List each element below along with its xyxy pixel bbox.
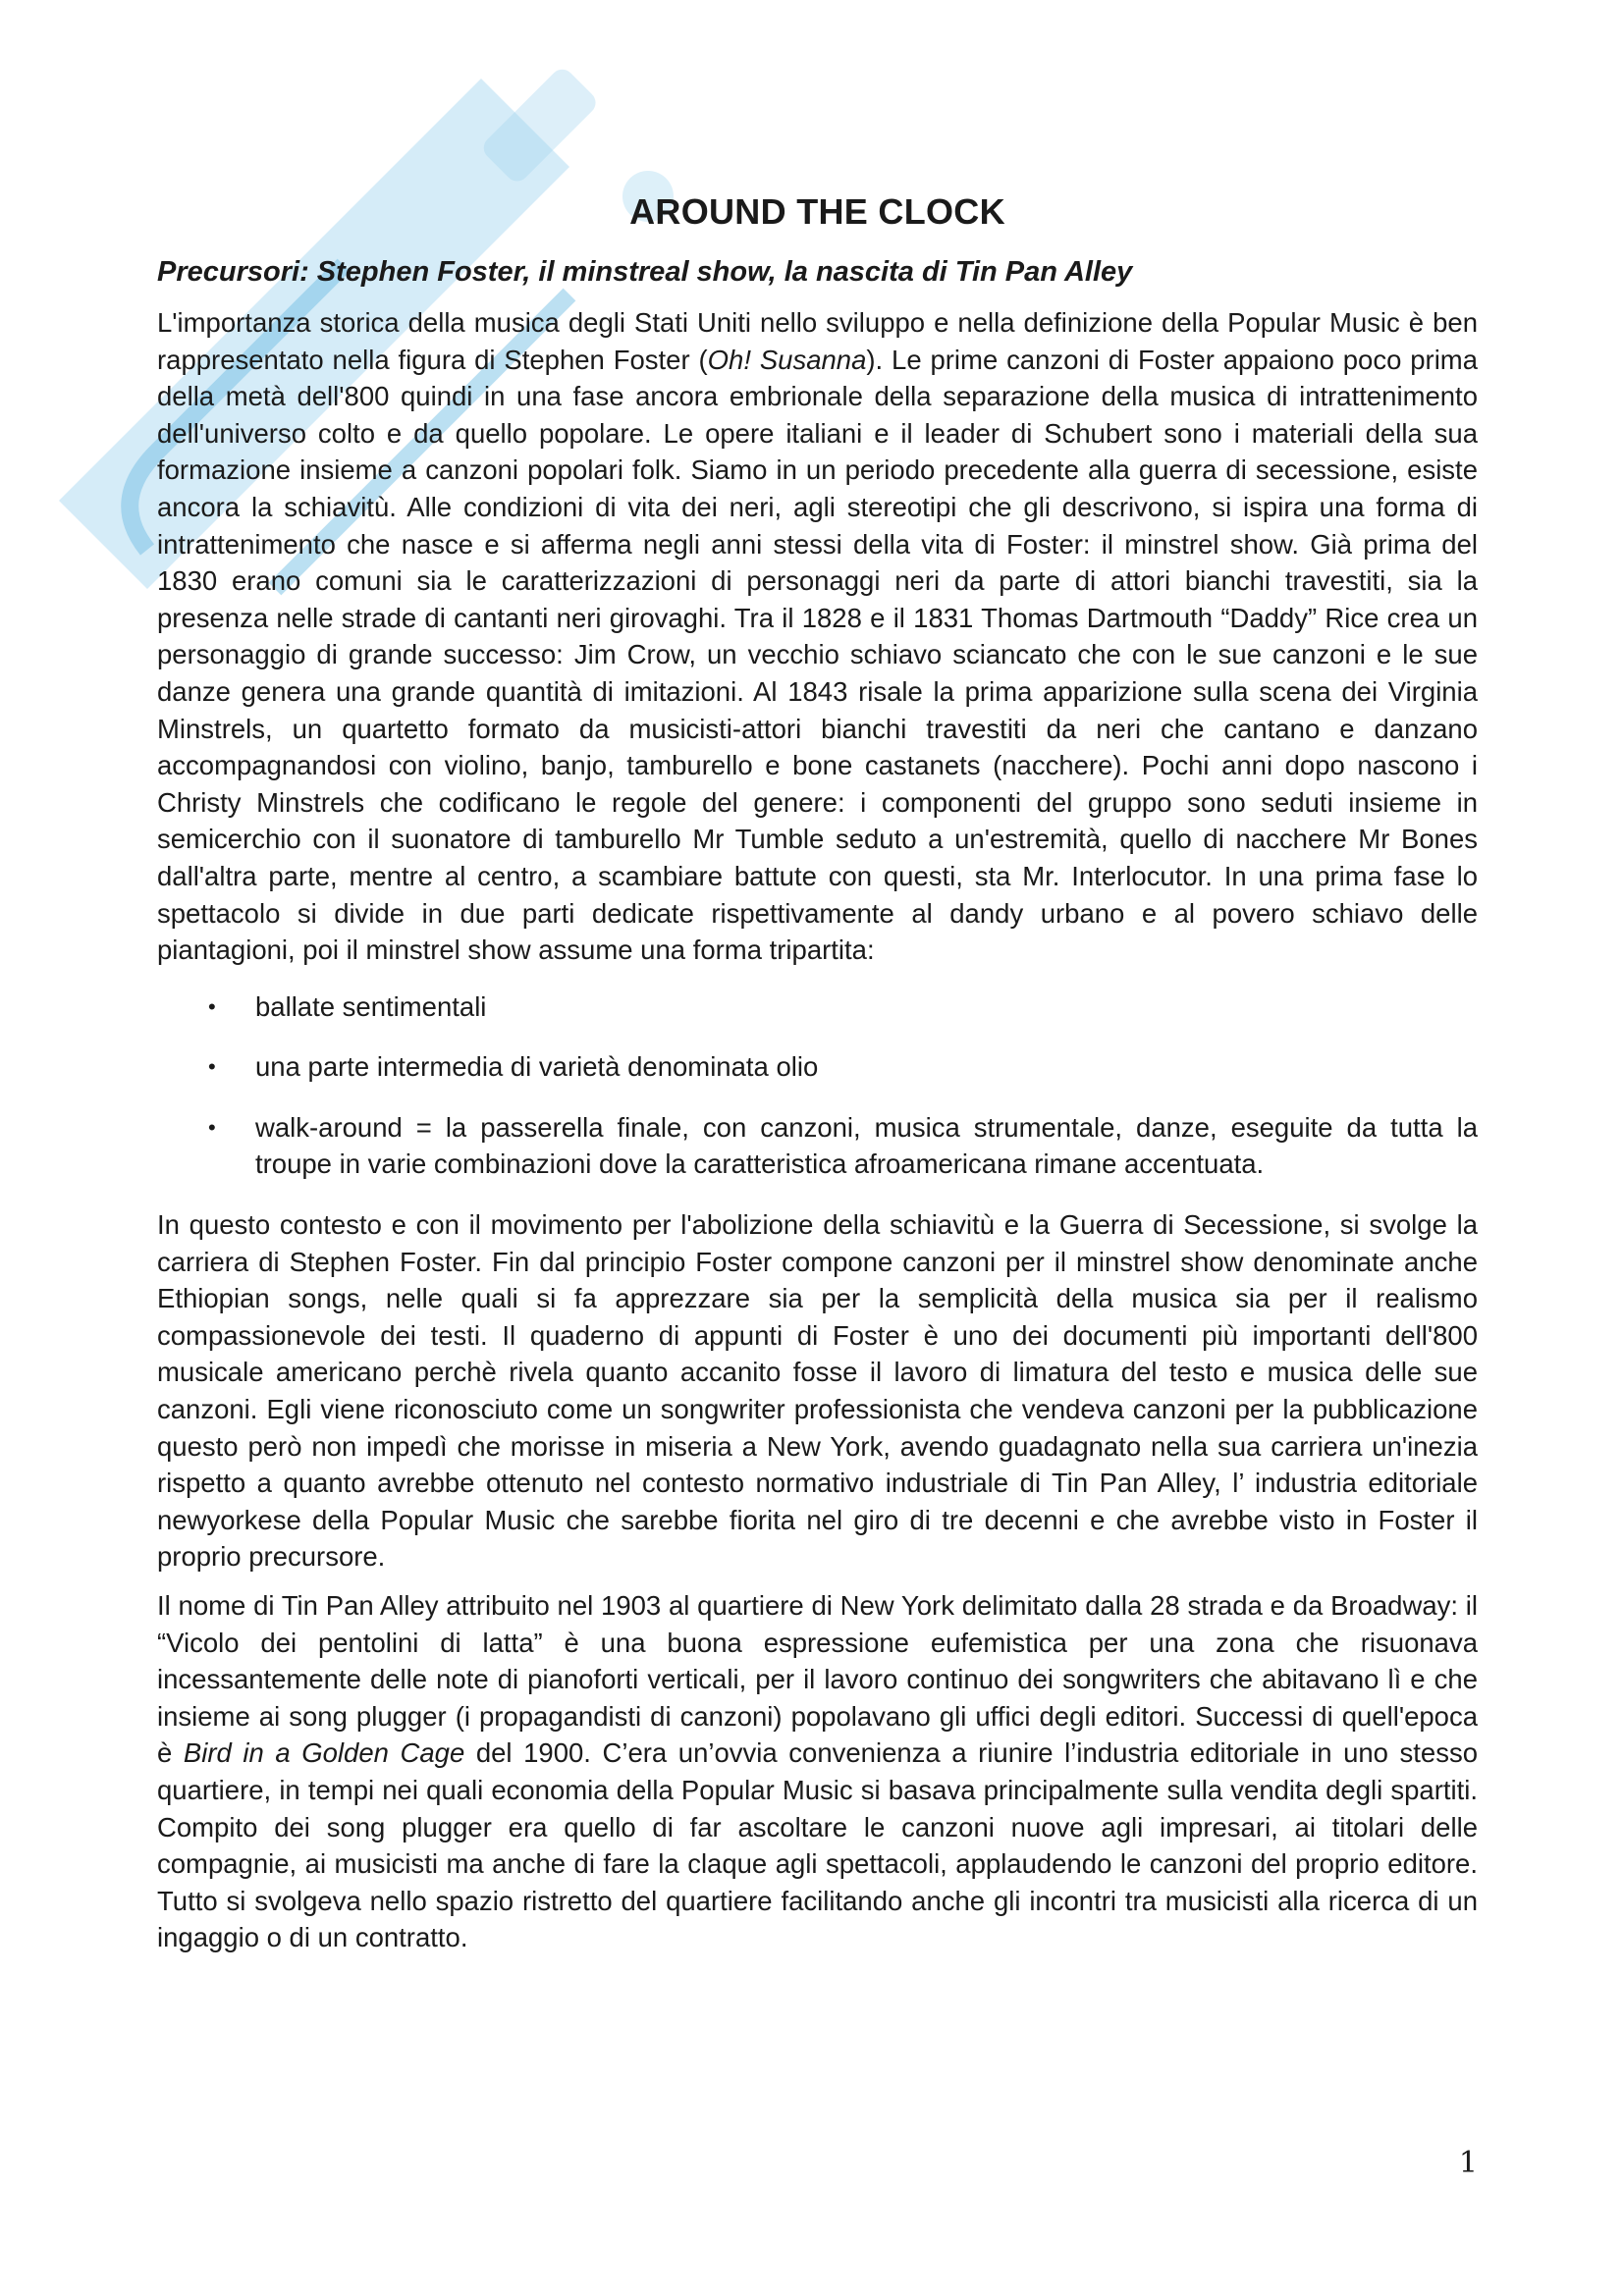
paragraph-intro: L'importanza storica della musica degli Stati Uniti nello sviluppo e nella definizione della Popular Music è ben rappresentato nella figura di Stephen Foster (Oh! Susanna). Le prime canzoni di Foster appaiono poco prima della metà dell'800 quindi in una fase ancora embrionale della separazione della musica di intrattenimento dell'universo colto e da quello popolare. Le opere italiani e il leader di Schubert sono i materiali della sua formazione insieme a canzoni popolari folk. Siamo in un periodo precedente alla guerra di secessione, esiste ancora la schiavitù. Alle condizioni di vita dei neri, agli stereotipi che gli descrivono, si ispira una forma di intrattenimento che nasce e si afferma negli anni stessi della vita di Foster: il minstrel show. Già prima del 1830 erano comuni sia le caratterizzazioni di personaggi neri da parte di attori bianchi travestiti, sia la presenza nelle strade di cantanti neri girovaghi. Tra il 1828 e il 1831 Thomas Dartmouth “Daddy” Rice crea un personaggio di grande successo: Jim Crow, un vecchio schiavo sciancato che con le sue canzoni e le sue danze genera una grande quantità di imitazioni. Al 1843 risale la prima apparizione sulla scena dei Virginia Minstrels, un quartetto formato da musicisti-attori bianchi travestiti da neri che cantano e danzano accompagnandosi con violino, banjo, tamburello e bone castanets (nacchere). Pochi anni dopo nascono i Christy Minstrels che codificano le regole del genere: i componenti del gruppo sono seduti insieme in semicerchio con il suonatore di tamburello Mr Tumble seduto a un'estremità, quello di nacchere Mr Bones dall'altra parte, mentre al centro, a scambiare battute con questi, sta Mr. Interlocutor. In una prima fase lo spettacolo si divide in due parti dedicate rispettivamente al dandy urbano e al povero schiavo delle piantagioni, poi il minstrel show assume una forma tripartita: [157,307,1479,966]
section-subtitle: Precursori: Stephen Foster, il minstreal show, la nascita di Tin Pan Alley [157,256,1133,288]
document-page [157,191,1478,1968]
song-title-bird-in-a-golden-cage: Bird in a Golden Cage [183,1737,465,1769]
page-title: AROUND THE CLOCK [629,191,1005,232]
list-item: • ballate sentimentali [157,988,1478,1026]
bullet-icon: • [208,1054,216,1080]
list-item: • walk-around = la passerella finale, con canzoni, musica strumentale, danze, eseguite da tutta la troupe in varie combinazioni dove la caratteristica afroamericana rimane accentuata. [157,1109,1478,1183]
bullet-icon: • [208,1114,216,1140]
paragraph-tin-pan-alley: Il nome di Tin Pan Alley attribuito nel 1903 al quartiere di New York delimitato dalla 28 strada e da Broadway: il “Vicolo dei pentolini di latta” è una buona espressione eufemistica per una zona che risuonava incessantemente delle note di pianoforti verticali, per il lavoro continuo dei songwriters che abitavano lì e che insieme ai song plugger (i propagandisti di canzoni) popolavano gli uffici degli editori. Successi di quell'epoca è Bird in a Golden Cage del 1900. C’era un’ovvia convenienza a riunire l’industria editoriale in uno stesso quartiere, in tempi nei quali economia della Popular Music si basava principalmente sulla vendita degli spartiti. Compito dei song plugger era quello di far ascoltare le canzoni nuove agli impresari, ai titolari delle compagnie, ai musicisti ma anche di fare la claque agli spettacoli, applaudendo le canzoni del proprio editore. Tutto si svolgeva nello spazio ristretto del quartiere facilitando anche gli incontri tra musicisti alla ricerca di un ingaggio o di un contratto. [157,1590,1479,1953]
song-title-oh-susanna: Oh! Susanna [707,344,867,375]
list-item: • una parte intermedia di varietà denominata olio [157,1048,1478,1086]
page-number: 1 [1458,2146,1478,2180]
paragraph-foster-career: In questo contesto e con il movimento per l'abolizione della schiavitù e la Guerra di Secessione, si svolge la carriera di Stephen Foster. Fin dal principio Foster compone canzoni per il minstrel show denominate anche Ethiopian songs, nelle quali si fa apprezzare sia per la semplicità della musica sia per il realismo compassionevole dei testi. Il quaderno di appunti di Foster è uno dei documenti più importanti dell'800 musicale americano perchè rivela quanto accanito fosse il lavoro di limatura del testo e musica delle sue canzoni. Egli viene riconosciuto come un songwriter professionista che vendeva canzoni per la pubblicazione questo però non impedì che morisse in miseria a New York, avendo guadagnato nella sua carriera un'inezia rispetto a quanto avrebbe ottenuto nel contesto normativo industriale di Tin Pan Alley, l’ industria editoriale newyorkese della Popular Music che sarebbe fiorita nel giro di tre decenni e che avrebbe visto in Foster il proprio precursore. [157,1209,1478,1573]
bullet-icon: • [208,993,216,1019]
bullet-list [157,988,1478,1183]
